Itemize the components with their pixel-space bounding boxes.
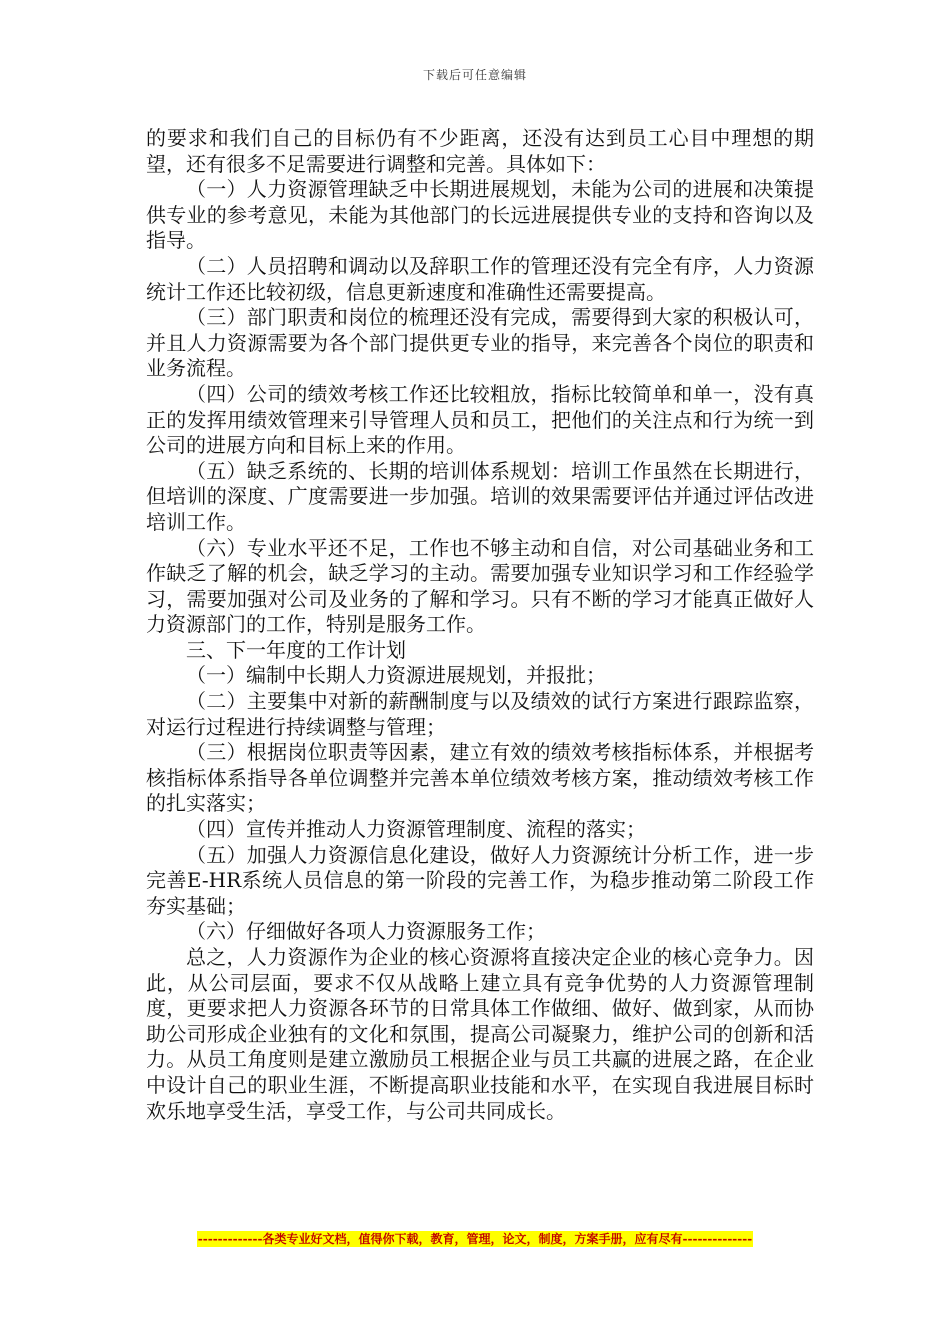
footer-banner	[0, 1228, 950, 1247]
paragraph-shortcoming-6: （六）专业水平还不足，工作也不够主动和自信，对公司基础业务和工作缺乏了解的机会，缺乏学习的主动。需要加强专业知识学习和工作经验学习，需要加强对公司及业务的了解和学习。只有不断的学习才能真正做好人力资源部门的工作，特别是服务工作。	[146, 535, 814, 637]
section-heading-next-year-plan: 三、下一年度的工作计划	[186, 637, 406, 662]
paragraph-plan-3: （三）根据岗位职责等因素，建立有效的绩效考核指标体系，并根据考核指标体系指导各单位调整并完善本单位绩效考核方案，推动绩效考核工作的扎实落实；	[146, 740, 814, 816]
paragraph-plan-2: （二）主要集中对新的薪酬制度与以及绩效的试行方案进行跟踪监察，对运行过程进行持续调整与管理；	[146, 689, 814, 739]
footer-banner-text: -------------各类专业好文档，值得你下载，教育，管理，论文，制度，方案手册，应有尽有--------------	[197, 1232, 753, 1246]
paragraph-conclusion: 总之，人力资源作为企业的核心资源将直接决定企业的核心竞争力。因此，从公司层面，要求不仅从战略上建立具有竞争优势的人力资源管理制度，更要求把人力资源各环节的日常具体工作做细、做好、做到家，从而协助公司形成企业独有的文化和氛围，提高公司凝聚力，维护公司的创新和活力。从员工角度则是建立激励员工根据企业与员工共赢的进展之路，在企业中设计自己的职业生涯，不断提高职业技能和水平，在实现自我进展目标时欢乐地享受生活，享受工作，与公司共同成长。	[146, 945, 814, 1123]
paragraph-shortcoming-4: （四）公司的绩效考核工作还比较粗放，指标比较简单和单一，没有真正的发挥用绩效管理来引导管理人员和员工，把他们的关注点和行为统一到公司的进展方向和目标上来的作用。	[146, 381, 814, 458]
document-body	[146, 126, 814, 1124]
paragraph-shortcoming-5: （五）缺乏系统的、长期的培训体系规划：培训工作虽然在长期进行，但培训的深度、广度需要进一步加强。培训的效果需要评估并通过评估改进培训工作。	[146, 458, 814, 534]
paragraph-intro-continuation: 的要求和我们自己的目标仍有不少距离，还没有达到员工心目中理想的期望，还有很多不足需要进行调整和完善。具体如下：	[146, 126, 814, 176]
paragraph-plan-4: （四）宣传并推动人力资源管理制度、流程的落实；	[186, 817, 646, 842]
paragraph-shortcoming-2: （二）人员招聘和调动以及辞职工作的管理还没有完全有序，人力资源统计工作还比较初级，信息更新速度和准确性还需要提高。	[146, 253, 814, 304]
paragraph-shortcoming-1: （一）人力资源管理缺乏中长期进展规划，未能为公司的进展和决策提供专业的参考意见，未能为其他部门的长远进展提供专业的支持和咨询以及指导。	[146, 177, 814, 253]
paragraph-plan-5: （五）加强人力资源信息化建设，做好人力资源统计分析工作，进一步完善E-HR系统人员信息的第一阶段的完善工作，为稳步推动第二阶段工作夯实基础；	[146, 842, 814, 918]
paragraph-shortcoming-3: （三）部门职责和岗位的梳理还没有完成，需要得到大家的积极认可，并且人力资源需要为各个部门提供更专业的指导，来完善各个岗位的职责和业务流程。	[146, 305, 814, 381]
page-header-note: 下载后可任意编辑	[422, 68, 527, 82]
paragraph-plan-1: （一）编制中长期人力资源进展规划，并报批；	[186, 663, 606, 688]
paragraph-plan-6: （六）仔细做好各项人力资源服务工作；	[186, 919, 546, 944]
